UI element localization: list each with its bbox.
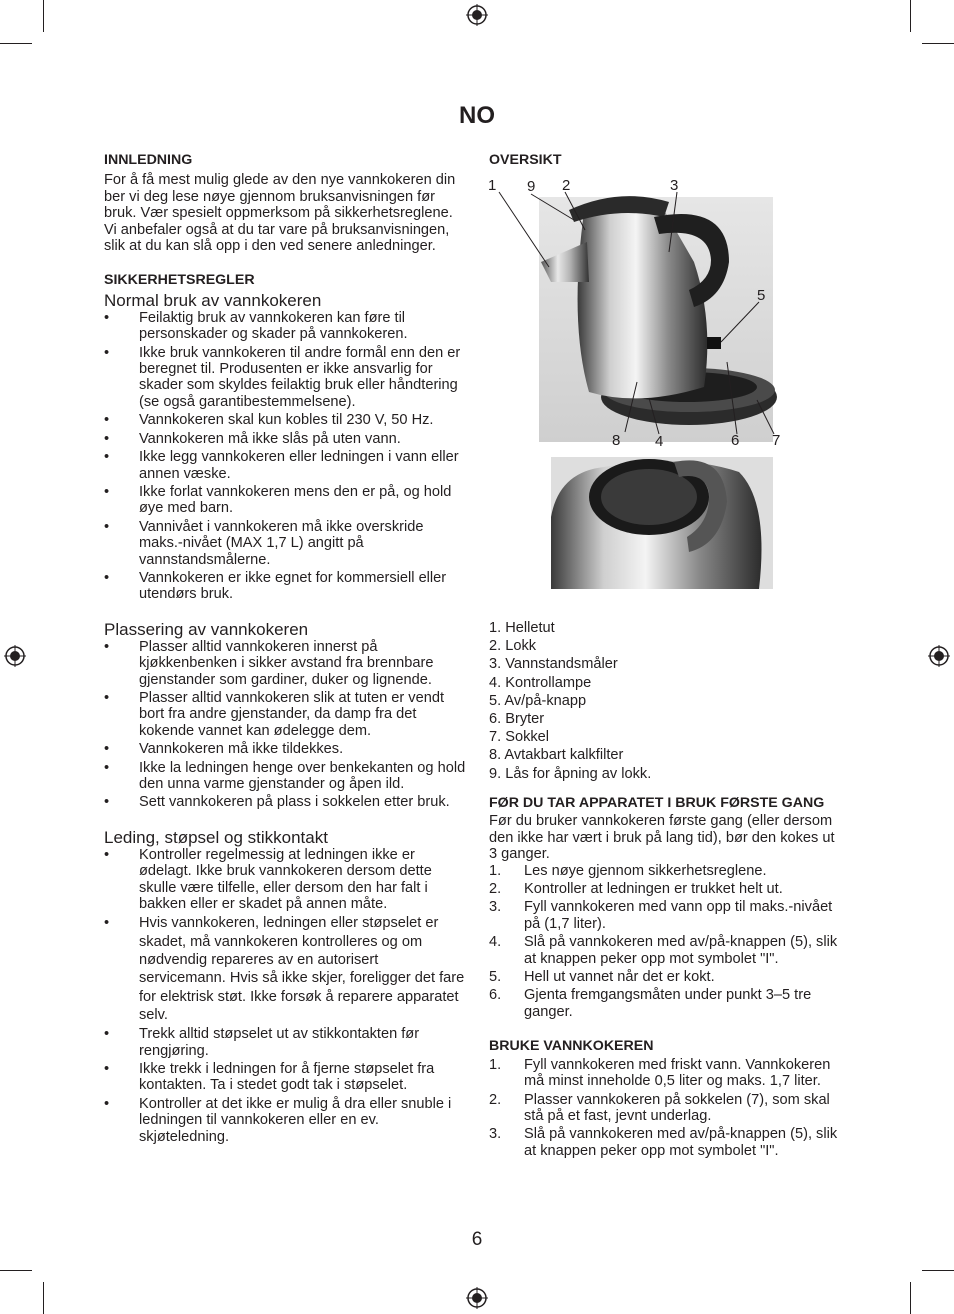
crop-mark [0, 43, 32, 44]
parts-list [489, 619, 845, 783]
first-use-heading: FØR DU TAR APPARATET I BRUK FØRSTE GANG [489, 795, 825, 811]
list-item: • Plasser alltid vannkokeren slik at tuten er vendt bort fra andre gjenstander, da damp fra det kokende vannet kan ødelegge dem. [104, 689, 445, 739]
callout-label: 9 [527, 178, 536, 195]
callout-label: 8 [612, 432, 621, 449]
list-item: • Ikke bruk vannkokeren til andre formål enn den er beregnet til. Produsenten er ikke ansvarlig for skader som skyldes feilaktig bruk eller håndtering (se også garantibestemmelsene). [104, 344, 461, 410]
list-item: 5. Hell ut vannet når det er kokt. [489, 969, 715, 986]
list-item: 3. Fyll vannkokeren med vann opp til maks.-nivået på (1,7 liter). [489, 899, 833, 932]
list-item: • Vannkokeren må ikke tildekkes. [104, 741, 344, 758]
first-use-steps [489, 863, 845, 1021]
list-item: • Ikke legg vannkokeren eller ledningen i vann eller annen væske. [104, 449, 459, 482]
right-column [489, 152, 845, 168]
registration-mark-icon [928, 645, 950, 667]
list-item: 6. Bryter [489, 711, 545, 728]
crop-mark [922, 1270, 954, 1271]
list-item: 9. Lås for åpning av lokk. [489, 765, 652, 782]
crop-mark [43, 1282, 44, 1314]
list-item: 1. Fyll vannkokeren med friskt vann. Vannkokeren må minst inneholde 0,5 liter og maks. 1,7 liter. [489, 1056, 831, 1090]
intro-text: For å få mest mulig glede av den nye vannkokeren din ber vi deg lese nøye gjennom bruksanvisningen før bruk. Vær spesielt oppmerksom på sikkerhetsreglene. Vi anbefaler også at du tar vare på bruksanvisningen, slik at du kan slå opp i den ved senere anledninger. [104, 172, 456, 255]
first-use-intro: Før du bruker vannkokeren første gang (eller dersom den ikke har vært i bruk på lang tid), bør den kokes ut 3 ganger. [489, 813, 835, 863]
list-item: 7. Sokkel [489, 729, 550, 746]
list-item: • Ikke forlat vannkokeren mens den er på, og hold øye med barn. [104, 483, 452, 517]
crop-mark [0, 1270, 32, 1271]
intro-heading: INNLEDNING [104, 152, 193, 168]
safety-heading: SIKKERHETSREGLER [104, 272, 255, 289]
list-item: • Plasser alltid vannkokeren innerst på kjøkkenbenken i sikker avstand fra brennbare gjenstander som gardiner, duker og lignende. [104, 638, 434, 688]
callout-label: 6 [731, 432, 740, 449]
registration-mark-icon [4, 645, 26, 667]
list-item: • Feilaktig bruk av vannkokeren kan føre til personskader og skader på vannkokeren. [104, 309, 408, 343]
language-heading: NO [459, 102, 495, 129]
callout-label: 2 [562, 177, 571, 194]
cord-heading: Leding, støpsel og stikkontakt [104, 827, 328, 847]
cord-list [104, 847, 468, 1145]
registration-mark-icon [466, 1287, 488, 1309]
list-item: 4. Kontrollampe [489, 674, 592, 691]
list-item: 5. Av/på-knapp [489, 692, 587, 709]
list-item: 2. Lokk [489, 638, 537, 655]
crop-mark [910, 1282, 911, 1314]
list-item: • Vannivået i vannkokeren må ikke overskride maks.-nivået (MAX 1,7 L) angitt på vannstandsmålerne. [104, 518, 424, 568]
list-item: • Kontroller at det ikke er mulig å dra eller snuble i ledningen til vannkokeren eller en ev. skjøteledning. [104, 1095, 452, 1145]
right-column-instructions [489, 795, 845, 1159]
placement-heading: Plassering av vannkokeren [104, 619, 309, 639]
crop-mark [43, 0, 44, 32]
callout-label: 4 [655, 433, 664, 450]
normal-use-heading: Normal bruk av vannkokeren [104, 290, 322, 310]
list-item: • Ikke la ledningen henge over benkekanten og hold den unna varme gjenstander og åpen ild. [104, 759, 466, 792]
right-column-lower [489, 619, 845, 783]
page-number: 6 [471, 1229, 483, 1250]
kettle-illustration [489, 172, 779, 592]
list-item: • Sett vannkokeren på plass i sokkelen etter bruk. [104, 794, 450, 811]
list-item: 3. Slå på vannkokeren med av/på-knappen (5), slik at knappen peker opp mot symbolet "I". [489, 1126, 838, 1159]
list-item: 2. Kontroller at ledningen er trukket helt ut. [489, 881, 783, 898]
normal-use-list [104, 310, 468, 603]
use-heading: BRUKE VANNKOKEREN [489, 1038, 654, 1055]
list-item: 3. Vannstandsmåler [489, 656, 618, 673]
list-item: • Vannkokeren skal kun kobles til 230 V, 50 Hz. [104, 412, 434, 429]
callout-label: 5 [757, 287, 766, 304]
list-item: 8. Avtakbart kalkfilter [489, 747, 624, 764]
list-item: • Kontroller regelmessig at ledningen ikke er ødelagt. Ikke bruk vannkokeren dersom dette skulle være tilfelle, eller dersom den har falt i bakken eller er skadet på annen måte. [104, 846, 432, 913]
list-item: 2. Plasser vannkokeren på sokkelen (7), som skal stå på et fast, jevnt underlag. [489, 1091, 830, 1124]
placement-list [104, 639, 468, 811]
use-steps [489, 1057, 845, 1159]
list-item: • Vannkokeren er ikke egnet for kommersiell eller utendørs bruk. [104, 569, 447, 603]
list-item: 1. Les nøye gjennom sikkerhetsreglene. [489, 862, 767, 879]
callout-label: 7 [772, 432, 781, 449]
callout-label: 1 [488, 177, 497, 194]
list-item: • Hvis vannkokeren, ledningen eller støpselet er skadet, må vannkokeren kontrolleres og om nødvendig repareres av en autorisert servicemann. Hvis så ikke skjer, foreligger det fare for elektrisk støt. Ikke forsøk å reparere apparatet selv. [104, 915, 465, 1023]
list-item: 1. Helletut [489, 620, 555, 636]
list-item: • Ikke trekk i ledningen for å fjerne støpselet fra kontakten. Ta i stedet godt tak i støpselet. [104, 1061, 435, 1094]
crop-mark [922, 43, 954, 44]
list-item: • Trekk alltid støpselet ut av stikkontakten før rengjøring. [104, 1026, 420, 1059]
list-item: • Vannkokeren må ikke slås på uten vann. [104, 430, 401, 447]
list-item: 6. Gjenta fremgangsmåten under punkt 3–5 tre ganger. [489, 987, 812, 1020]
crop-mark [910, 0, 911, 32]
left-column [104, 152, 468, 1145]
registration-mark-icon [466, 4, 488, 26]
callout-label: 3 [670, 177, 679, 194]
list-item: 4. Slå på vannkokeren med av/på-knappen (5), slik at knappen peker opp mot symbolet "I". [489, 934, 838, 967]
overview-heading: OVERSIKT [489, 152, 562, 168]
